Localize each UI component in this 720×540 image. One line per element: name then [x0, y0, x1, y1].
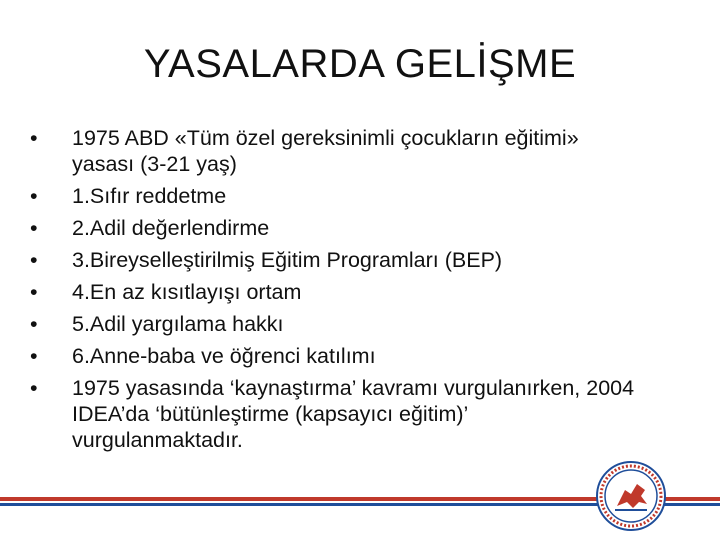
list-item [30, 279, 640, 305]
bullet-icon: • [30, 344, 38, 368]
bullet-text: 1975 yasasında ‘kaynaştırma’ kavramı vurgulanırken, 2004 IDEA’da ‘bütünleştirme (kapsayıcı eğitim)’ vurgulanmaktadır. [72, 376, 635, 452]
bullet-icon: • [30, 216, 38, 240]
bullet-text: 6.Anne-baba ve öğrenci katılımı [72, 344, 376, 368]
bullet-icon: • [30, 312, 38, 336]
bullet-icon: • [30, 248, 38, 272]
list-item [30, 311, 640, 337]
university-seal-icon [595, 460, 667, 532]
list-item [30, 183, 640, 209]
bullet-text: 3.Bireyselleştirilmiş Eğitim Programları (BEP) [72, 248, 503, 272]
list-item [30, 247, 640, 273]
bullet-text: 2.Adil değerlendirme [72, 216, 270, 240]
bullet-text: 4.En az kısıtlayışı ortam [72, 280, 302, 304]
bullet-text: 5.Adil yargılama hakkı [72, 312, 284, 336]
list-item [30, 215, 640, 241]
bullet-icon: • [30, 126, 38, 150]
bullet-icon: • [30, 184, 38, 208]
list-item [30, 375, 640, 453]
list-item [30, 343, 640, 369]
bullet-list [30, 125, 640, 459]
bullet-text: 1.Sıfır reddetme [72, 184, 227, 208]
list-item [30, 125, 640, 177]
bullet-text: 1975 ABD «Tüm özel gereksinimli çocukların eğitimi» yasası (3-21 yaş) [72, 126, 579, 176]
slide-title: YASALARDA GELİŞME [143, 42, 577, 86]
bullet-icon: • [30, 280, 38, 304]
bullet-icon: • [30, 376, 38, 400]
